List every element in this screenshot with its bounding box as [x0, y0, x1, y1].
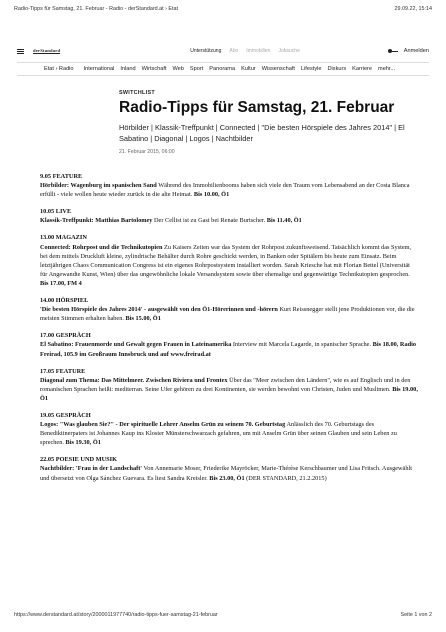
top-link-abo[interactable]: Abo [229, 48, 239, 54]
program-title: Diagonal zum Thema: Das Mittelmeer. Zwischen Riviera und Frontex [40, 376, 228, 384]
login-label: Anmelden [403, 48, 429, 54]
nav-item-more[interactable]: mehr... [378, 66, 396, 72]
breadcrumb[interactable]: Etat › Radio [44, 66, 74, 72]
print-header [14, 6, 432, 12]
article-title: Radio-Tipps für Samstag, 21. Februar [119, 99, 395, 116]
print-footer-url: https://www.derstandard.at/story/2000011977740/radio-tipps-fuer-samstag-21-februar [14, 612, 218, 618]
nav-item-karriere[interactable]: Karriere [352, 66, 373, 72]
print-header-title: Radio-Tipps für Samstag, 21. Februar - Radio - derStandard.at › Etat [14, 6, 178, 12]
program-title: El Sabatino: Frauenmorde und Gewalt gegen Frauen in Lateinamerika [40, 341, 232, 349]
program-title: Klassik-Treffpunkt: Matthias Bartolomey [40, 217, 153, 225]
top-bar [17, 45, 429, 57]
program-schedule: Bis 19.30, Ö1 [65, 439, 101, 447]
print-header-datetime: 29.09.22, 15:14 [394, 6, 432, 12]
program-title: Connected: Rohrpost und die Technikutopien [40, 243, 163, 251]
program-schedule: Bis 23.00, Ö1 [209, 474, 245, 482]
program-title: Hörbilder: Wagenburg im spanischen Sand [40, 182, 157, 190]
nav-item-diskurs[interactable]: Diskurs [327, 66, 347, 72]
program-schedule: Bis 15.00, Ö1 [125, 315, 161, 323]
program-description: Während des Immobilienbooms haben sich viele den Traum vom Lebensabend an der Costa Blanca erfüllt - viele wollen heute wieder zurück in die alte Heimat. [40, 182, 410, 199]
article-subtitle: Hörbilder | Klassik-Treffpunkt | Connected | "Die besten Hörspiele des Jahres 2014" | El Sabatino | Diagonal | Logos | Nachtbilder [119, 123, 405, 143]
article-date: 21. Februar 2015, 06:00 [119, 149, 175, 155]
program-schedule: Bis 17.00, FM 4 [40, 279, 82, 287]
article-kicker: SWITCHLIST [119, 90, 155, 96]
program-description: Der Cellist ist zu Gast bei Renate Burtscher. [152, 217, 267, 225]
program-time: 10.05 LIVE [40, 208, 72, 216]
nav-item-inland[interactable]: Inland [120, 66, 136, 72]
section-nav [17, 62, 429, 76]
nav-item-kultur[interactable]: Kultur [241, 66, 256, 72]
program-schedule: Bis 19.00, Ö1 [40, 385, 418, 402]
program-description: Über das "Meer zwischen den Ländern", wie es auf Englisch und in den romanischen Sprachen heißt: mediterran. Seine Ufer gehören zu drei Kontinenten, sie werden bewohnt von Christen, Juden und Muslimen. [40, 376, 411, 393]
nav-item-wissenschaft[interactable]: Wissenschaft [261, 66, 295, 72]
program-description: Anlässlich des 70. Geburtstags des Benediktinerpaters ist Johannes Kaup ins Kloster Münsterschwarzach gefahren, um mit Anselm Grün über seinen Glauben und sein Leben zu sprechen. [40, 421, 397, 447]
program-time: 17.00 GESPRÄCH [40, 332, 91, 340]
program-schedule: Bis 10.00, Ö1 [193, 191, 230, 199]
program-time: 9.05 FEATURE [40, 173, 83, 180]
program-entry [40, 207, 418, 225]
program-time: 13.00 MAGAZIN [40, 234, 87, 242]
program-entry [40, 411, 418, 447]
program-description: Kurt Reissnegger stellt jene Produktionen vor, die die meisten Stimmen erhalten haben. [40, 306, 415, 323]
program-description: Interview mit Marcela Lagarde, in spanischer Sprache. [231, 341, 373, 349]
nav-item-panorama[interactable]: Panorama [209, 66, 236, 72]
brand-logo[interactable]: derStandard [33, 48, 61, 53]
program-entry [40, 172, 418, 199]
login-button[interactable] [388, 48, 429, 54]
nav-item-international[interactable]: International [83, 66, 115, 72]
print-footer-page: Seite 1 von 2 [400, 612, 432, 618]
program-entry [40, 331, 418, 358]
article-body [40, 172, 418, 491]
nav-item-wirtschaft[interactable]: Wirtschaft [141, 66, 167, 72]
article-source-note: (DER STANDARD, 21.2.2015) [244, 474, 327, 482]
program-title: Nachtbilder: 'Frau in der Landschaft' [40, 465, 143, 473]
program-time: 14.00 HÖRSPIEL [40, 297, 89, 305]
key-icon [388, 49, 398, 53]
top-links [190, 48, 300, 54]
program-entry [40, 367, 418, 403]
nav-item-web[interactable]: Web [172, 66, 184, 72]
nav-item-lifestyle[interactable]: Lifestyle [300, 66, 322, 72]
program-title: Logos: "Was glauben Sie?" - Der spirituelle Lehrer Anselm Grün zu seinem 70. Geburtstag [40, 421, 286, 429]
program-title: 'Die besten Hörspiele des Jahres 2014' - ausgewählt von den Ö1-Hörerinnen und -hörern [40, 306, 278, 314]
program-description: Zu Kaisers Zeiten war das System der Rohrpost zukunftsweisend. Tatsächlich kommt das System, bei dem mittels Druckluft kleine, zylindrische Behälter durch Rohre geschickt werden, in Banken oder Spitälern bis heute zum Einsatz. Beim letztjährigen Chaos Communication Congress ist ein eigenes Rohrpostsystem installiert worden. Sarah Kriesche hat mit Florian Bettel (Universität für Angewandte Kunst, Wien) über das ungewöhnliche lokale Versandsystem sowie über ehemalige und gegenwärtige Technikutopien gesprochen. [40, 243, 412, 278]
program-time: 22.05 POESIE UND MUSIK [40, 456, 117, 464]
print-footer [14, 612, 432, 618]
program-entry [40, 296, 418, 323]
article-header [119, 90, 426, 155]
top-link-immobilien[interactable]: Immobilien [246, 48, 271, 54]
top-link-support[interactable]: Unterstützung [190, 48, 222, 54]
top-link-jobsuche[interactable]: Jobsuche [278, 48, 300, 54]
hamburger-menu-icon[interactable] [17, 49, 24, 54]
program-entry [40, 455, 418, 482]
program-entry [40, 233, 418, 288]
program-time: 17.05 FEATURE [40, 367, 86, 375]
program-description: Von Annemarie Moser, Friederike Mayröcker, Marie-Thérèse Kerschbaumer und Lisa Fritsch. Ausgewählt und übersetzt von Olga Sánchez Guevara. Es liest Sandra Kreisler. [40, 465, 412, 482]
program-time: 19.05 GESPRÄCH [40, 411, 91, 419]
nav-item-sport[interactable]: Sport [189, 66, 204, 72]
program-schedule: Bis 18.00, Radio Freirad, 105.9 im Großraum Innsbruck und auf www.freirad.at [40, 341, 417, 358]
program-schedule: Bis 11.40, Ö1 [266, 217, 302, 225]
